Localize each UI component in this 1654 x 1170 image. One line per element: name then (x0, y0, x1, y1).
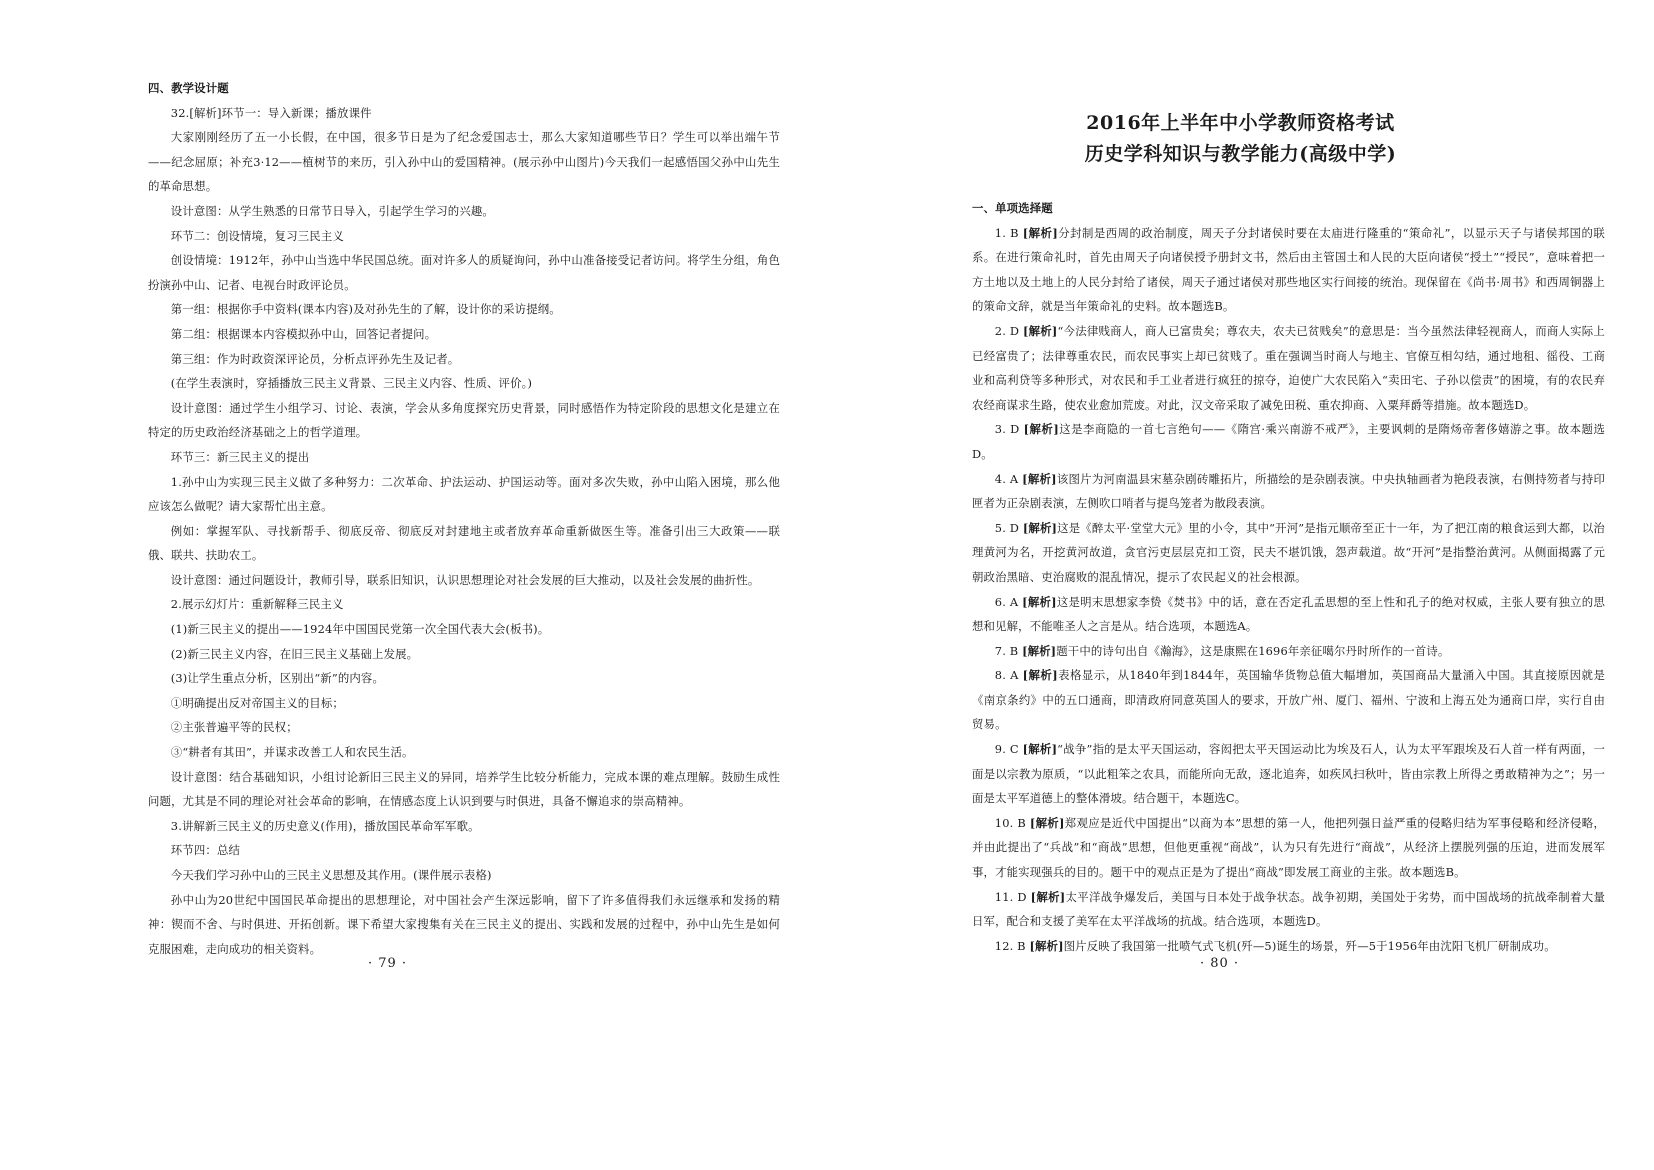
answer-item (972, 467, 1605, 516)
section-heading-single-choice: 一、单项选择题 (972, 201, 1053, 215)
right-page (827, 0, 1654, 1170)
paragraph: 例如：掌握军队、寻找新帮手、彻底反帝、彻底反对封建地主或者放弃革命重新做医生等。准备引出三大政策——联俄、联共、扶助农工。 (148, 523, 780, 563)
analysis-tag: [解析] (1022, 742, 1058, 757)
answer-item (972, 516, 1605, 590)
item-answer: D (1010, 422, 1020, 437)
analysis-tag: [解析] (1023, 422, 1059, 437)
paragraph: 大家刚刚经历了五一小长假，在中国，很多节日是为了纪念爱国志士，那么大家知道哪些节日？学生可以举出端午节——纪念屈原；补充3·12——植树节的来历，引入孙中山的爱国精神。(展示孙中山图片)今天我们一起感悟国父孙中山先生的革命思想。 (148, 130, 780, 194)
answer-item (972, 639, 1605, 664)
item-answer: B (1017, 815, 1026, 830)
item-number: 8. (994, 668, 1006, 683)
paragraph: ③“耕者有其田”，并谋求改善工人和农民生活。 (170, 745, 414, 760)
item-number: 4. (994, 471, 1006, 486)
paragraph: 第一组：根据你手中资料(课本内容)及对孙先生的了解，设计你的采访提纲。 (170, 302, 561, 317)
item-answer: D (1009, 520, 1020, 535)
document-title-line2: 历史学科知识与教学能力(高级中学) (1084, 143, 1397, 165)
item-answer: C (1009, 742, 1019, 757)
right-text-column (972, 196, 1605, 958)
paragraph: 2.展示幻灯片：重新解释三民主义 (170, 597, 344, 612)
paragraph: 设计意图：从学生熟悉的日常节日导入，引起学生学习的兴趣。 (170, 203, 494, 218)
paragraph: 设计意图：结合基础知识，小组讨论新旧三民主义的异同，培养学生比较分析能力，完成本课的难点理解。鼓励生成性问题，尤其是不同的理论对社会革命的影响，在情感态度上认识到要与时俱进，具备不懈追求的崇高精神。 (148, 769, 780, 809)
item-number: 2. (994, 323, 1006, 338)
item-text: “战争”指的是太平天国运动，容闳把太平天国运动比为埃及石人，认为太平军跟埃及石人首一样有两面，一面是以宗教为原质，“以此粗笨之农具，而能所向无敌，逐北追奔，如疾风扫秋叶，皆由宗教上所得之勇敢精神为之”；另一面是太平军道德上的整体滑坡。结合题干，本题选C。 (972, 742, 1605, 806)
item-text: 这是李商隐的一首七言绝句——《隋宫·乘兴南游不戒严》，主要讽刺的是隋炀帝奢侈嬉游之事。故本题选D。 (972, 422, 1605, 461)
paragraph: 设计意图：通过学生小组学习、讨论、表演，学会从多角度探究历史背景，同时感悟作为特定阶段的思想文化是建立在特定的历史政治经济基础之上的哲学道理。 (148, 400, 780, 440)
analysis-tag: [解析] (1022, 668, 1058, 683)
paragraph: 环节四：总结 (170, 843, 241, 858)
item-number: 6. (994, 594, 1006, 609)
analysis-tag: [解析] (1022, 643, 1057, 658)
analysis-tag: [解析] (1022, 520, 1058, 535)
item-answer: D (1009, 323, 1020, 338)
paragraph: 32.[解析]环节一：导入新课；播放课件 (170, 105, 372, 120)
page-number-80: · 80 · (1199, 956, 1240, 971)
analysis-tag: [解析] (1022, 471, 1057, 486)
item-answer: D (1017, 889, 1027, 904)
paragraph: 3.讲解新三民主义的历史意义(作用)，播放国民革命军军歌。 (170, 818, 480, 833)
paragraph: 环节三：新三民主义的提出 (170, 449, 310, 464)
item-number: 3. (994, 422, 1006, 437)
analysis-tag: [解析] (1029, 815, 1065, 830)
paragraph: 创设情境：1912年，孙中山当选中华民国总统。面对许多人的质疑询问，孙中山准备接受记者访问。将学生分组，角色扮演孙中山、记者、电视台时政评论员。 (148, 253, 780, 292)
item-number: 11. (994, 889, 1014, 904)
item-answer: B (1010, 225, 1019, 240)
analysis-tag: [解析] (1022, 594, 1057, 609)
item-answer: A (1009, 594, 1019, 609)
item-text: 分封制是西周的政治制度，周天子分封诸侯时要在太庙进行隆重的“策命礼”，以显示天子与诸侯邦国的联系。在进行策命礼时，首先由周天子向诸侯授予册封文书，然后由主管国土和人民的大臣向诸侯“授土”“授民”，意味着把一方土地以及土地上的人民分封给了诸侯，周天子通过诸侯对那些地区实行间接的统治。现保留在《尚书·周书》和西周铜器上的策命文辞，就是当年策命礼的史料。故本题选B。 (972, 225, 1605, 314)
item-answer: B (1009, 643, 1019, 658)
item-number: 10. (994, 815, 1014, 830)
item-answer: A (1010, 668, 1019, 683)
item-text: 郑观应是近代中国提出“以商为本”思想的第一人，他把列强日益严重的侵略归结为军事侵略和经济侵略，并由此提出了“兵战”和“商战”思想，但他更重视“商战”，认为只有先进行“商战”，从经济上摆脱列强的压迫，进而发展军事，才能实现强兵的目的。题干中的观点正是为了提出“商战”即发展工商业的主张。故本题选B。 (972, 815, 1605, 880)
answer-item (972, 934, 1605, 959)
section-heading-teaching-design: 四、教学设计题 (148, 81, 229, 95)
paragraph: ①明确提出反对帝国主义的目标； (170, 695, 344, 710)
paragraph: (2)新三民主义内容，在旧三民主义基础上发展。 (170, 646, 419, 661)
item-text: 该图片为河南温县宋墓杂剧砖雕拓片，所描绘的是杂剧表演。中央执轴画者为艳段表演，右侧持笏者与持印匣者为正杂剧表演，左侧吹口哨者与提鸟笼者为散段表演。 (972, 471, 1605, 511)
document-title-line1: 2016年上半年中小学教师资格考试 (1086, 112, 1395, 134)
item-number: 5. (994, 520, 1006, 535)
answer-item (972, 663, 1605, 737)
paragraph: 第二组：根据课本内容模拟孙中山，回答记者提问。 (170, 326, 437, 341)
paragraph: 孙中山为20世纪中国国民革命提出的思想理论，对中国社会产生深远影响，留下了许多值得我们永远继承和发扬的精神：锲而不舍、与时俱进、开拓创新。课下希望大家搜集有关在三民主义的提出、实践和发展的过程中，孙中山先生是如何克服困难，走向成功的相关资料。 (148, 892, 780, 956)
item-text: 图片反映了我国第一批喷气式飞机(歼—5)诞生的场景，歼—5于1956年由沈阳飞机厂研制成功。 (1063, 938, 1556, 953)
answer-item (972, 811, 1605, 885)
answer-item (972, 221, 1605, 319)
paragraph: ②主张普遍平等的民权； (170, 720, 298, 735)
page-number-79: · 79 · (367, 956, 408, 971)
paragraph: 环节二：创设情境，复习三民主义 (170, 228, 344, 243)
paragraph: 设计意图：通过问题设计，教师引导，联系旧知识，认识思想理论对社会发展的巨大推动，以及社会发展的曲折性。 (170, 572, 760, 587)
item-answer: B (1017, 938, 1026, 953)
item-text: 题干中的诗句出自《瀚海》，这是康熙在1696年亲征噶尔丹时所作的一首诗。 (1056, 643, 1450, 658)
left-text-column (148, 76, 780, 961)
paragraph: 1.孙中山为实现三民主义做了多种努力：二次革命、护法运动、护国运动等。面对多次失败，孙中山陷入困境，那么他应该怎么做呢？请大家帮忙出主意。 (148, 474, 780, 514)
analysis-tag: [解析] (1030, 889, 1066, 904)
paragraph: (在学生表演时，穿插播放三民主义背景、三民主义内容、性质、评价。) (170, 376, 533, 391)
answer-item (972, 885, 1605, 934)
analysis-tag: [解析] (1022, 225, 1058, 240)
paragraph: 第三组：作为时政资深评论员，分析点评孙先生及记者。 (170, 351, 460, 366)
item-number: 7. (994, 643, 1006, 658)
item-text: 这是明末思想家李贽《焚书》中的话，意在否定孔孟思想的至上性和孔子的绝对权威，主张人要有独立的思想和见解，不能唯圣人之言是从。结合选项，本题选A。 (972, 594, 1605, 634)
item-answer: A (1009, 471, 1019, 486)
answer-item (972, 590, 1605, 639)
item-number: 9. (994, 742, 1006, 757)
paragraph: (3)让学生重点分析，区别出“新”的内容。 (170, 671, 384, 686)
item-number: 1. (994, 225, 1006, 240)
paragraph: 今天我们学习孙中山的三民主义思想及其作用。(课件展示表格) (170, 868, 492, 882)
item-text: 这是《醉太平·堂堂大元》里的小令，其中“开河”是指元顺帝至正十一年，为了把江南的粮食运到大都，以治理黄河为名，开挖黄河故道，贪官污吏层层克扣工资，民夫不堪饥饿，怨声载道。故“开河”是指整治黄河。从侧面揭露了元朝政治黑暗、吏治腐败的混乱情况，提示了农民起义的社会根源。 (972, 520, 1605, 584)
item-number: 12. (994, 938, 1014, 953)
answer-item (972, 737, 1605, 811)
analysis-tag: [解析] (1029, 938, 1064, 953)
item-text: 太平洋战争爆发后，美国与日本处于战争状态。战争初期，美国处于劣势，而中国战场的抗战牵制着大量日军，配合和支援了美军在太平洋战场的抗战。结合选项，本题选D。 (972, 889, 1605, 929)
answer-item (972, 417, 1605, 466)
item-text: “今法律贱商人，商人已富贵矣；尊农夫，农夫已贫贱矣”的意思是：当今虽然法律轻视商人，而商人实际上已经富贵了；法律尊重农民，而农民事实上却已贫贱了。重在强调当时商人与地主、官僚互相勾结，通过地租、徭役、工商业和高利贷等多种形式，对农民和手工业者进行疯狂的掠夺，迫使广大农民陷入“卖田宅、子孙以偿责”的困境，有的农民弃农经商谋求生路，使农业愈加荒废。对此，汉文帝采取了减免田税、重农抑商、入粟拜爵等措施。故本题选D。 (972, 323, 1605, 412)
answer-item (972, 319, 1605, 417)
item-text: 表格显示，从1840年到1844年，英国输华货物总值大幅增加，英国商品大量涌入中国。其直接原因就是《南京条约》中的五口通商，即清政府同意英国人的要求，开放广州、厦门、福州、宁波和上海五处为通商口岸，实行自由贸易。 (972, 668, 1605, 732)
paragraph: (1)新三民主义的提出——1924年中国国民党第一次全国代表大会(板书)。 (170, 622, 550, 637)
analysis-tag: [解析] (1023, 323, 1058, 338)
